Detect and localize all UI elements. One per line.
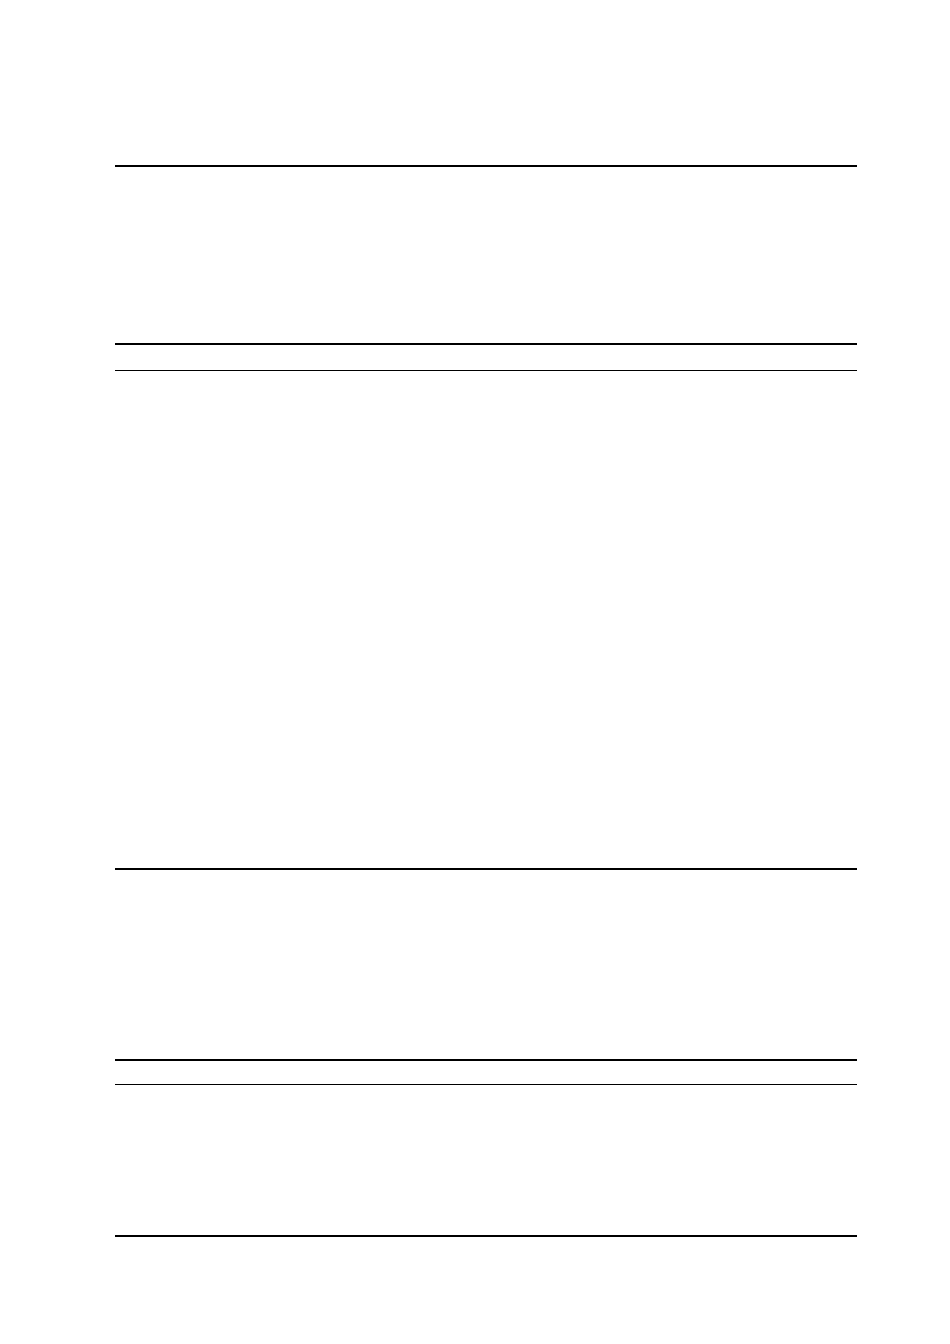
table-bottom-rule xyxy=(115,165,857,167)
table-bottom-rule xyxy=(115,1235,857,1237)
table-bottom-rule xyxy=(115,868,857,870)
table-3-2-header xyxy=(115,344,857,370)
table-header-rule xyxy=(115,370,857,371)
table-header-rule xyxy=(115,1084,857,1085)
table-3-3-header xyxy=(115,1060,857,1086)
